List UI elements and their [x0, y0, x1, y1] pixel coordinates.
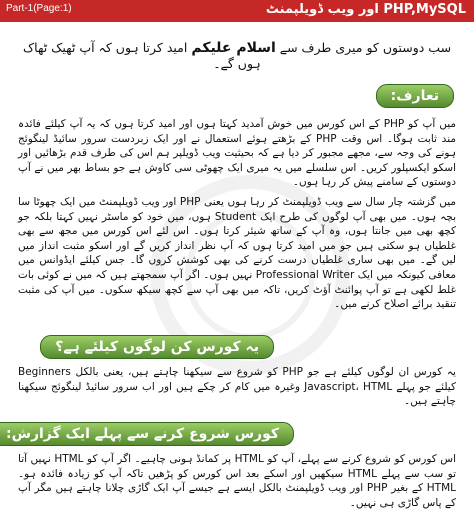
intro-paragraph-1: میں آپ کو PHP کے اس کورس میں خوش آمدید کہتا ہوں اور امید کرتا ہوں کہ یہ آپ کیلئے فائدہ مند ثابت ہوگا۔ اس وقت PHP کے بڑھتے ہوئے استعمال نے اور ایک زبردست سرور سائیڈ لینگوئج ہونے کی وجہ سے، مجھے مجبور کر دیا ہے کہ بحیثیت ویب ڈویلپر ہم اس کی طرف قدم بڑھائیں اور اسکو ایکسپلور کریں۔ اس سلسلے میں یہ میری ایک چھوٹی سی کاوش ہے جو بساط بھر میں نے آپ دوستوں کے سامنے پیش کر رہا ہوں۔ [18, 118, 456, 189]
page-indicator: Part-1(Page:1) [6, 3, 72, 14]
intro-paragraph-2: میں گزشتہ چار سال سے ویب ڈویلپمنٹ کر رہا ہوں یعنی PHP اور ویب ڈویلپمنٹ میں ایک چھوٹا سا بچہ ہوں۔ میں بھی آپ لوگوں کی طرح ایک Student ہوں، میں خود کو ماسٹر نہیں کہتا بلکہ جو کچھ بھی میں جانتا ہوں، وہ آپ کے ساتھ شیئر کرتا ہوں۔ اس لئے اس کورس میں مجھ سے بھی غلطیاں ہو سکتی ہیں جو میں امید کرتا ہوں کہ آپ نظر انداز کریں گے اور اسکو مثبت انداز میں لیں گے۔ میں بھی ساری غلطیاں درست کرنے کی بھی کوشش کروں گا۔ جس کیلئے ایڈوانس میں معافی کیونکہ میں ایک Professional Writer نہیں ہوں۔ اگر آپ سمجھتے ہیں کہ میں نے کوئی بات غلط لکھی ہے تو آپ پوائنٹ آؤٹ کریں، تاکہ میں بھی آپ سے کچھ سیکھ سکوں۔ میں آپ کی مثبت تنقید برائے اصلاح کرنے میں۔ [18, 196, 457, 311]
page-header [0, 0, 474, 22]
who-paragraph: یہ کورس ان لوگوں کیلئے ہے جو PHP کو شروع سے سیکھنا چاہتے ہیں، یعنی بالکل Beginners کیلئے جو پہلے Javascript، HTML وغیرہ میں کام کر چکے ہیں اور اب سرور سائیڈ لینگوئج سیکھنا چاہتے ہیں۔ [18, 366, 456, 408]
greeting-line [20, 40, 454, 71]
request-paragraph: اس کورس کو شروع کرنے سے پہلے، آپ کو HTML پر کمانڈ ہونی چاہیے۔ اگر آپ کو HTML نہیں آتا تو سب سے پہلے HTML سیکھیں اور اسکے بعد اس کورس کو پڑھیں تاکہ آپ کو زیادہ فائدہ ہو۔ HTML کے بغیر PHP اور ویب ڈویلپمنٹ بالکل ایسے ہے جیسے آپ ایک گاڑی چلانا چاہتے ہیں مگر آپ کے پاس گاڑی ہی نہیں۔ [18, 453, 456, 509]
section-heading-request: کورس شروع کرنے سے پہلے ایک گزارش: [0, 422, 294, 446]
header-title: PHP,MySQL اور ویب ڈویلپمنٹ [265, 2, 466, 17]
greeting-highlight: اسلام علیکم [191, 40, 276, 56]
section-heading-intro: تعارف: [376, 84, 454, 108]
greeting-after: امید کرتا ہوں کہ آپ ٹھیک ٹھاک ہوں گے۔ [22, 40, 261, 71]
section-heading-who: یہ کورس کن لوگوں کیلئے ہے؟ [40, 335, 274, 359]
greeting-before: سب دوستوں کو میری طرف سے [279, 40, 452, 55]
